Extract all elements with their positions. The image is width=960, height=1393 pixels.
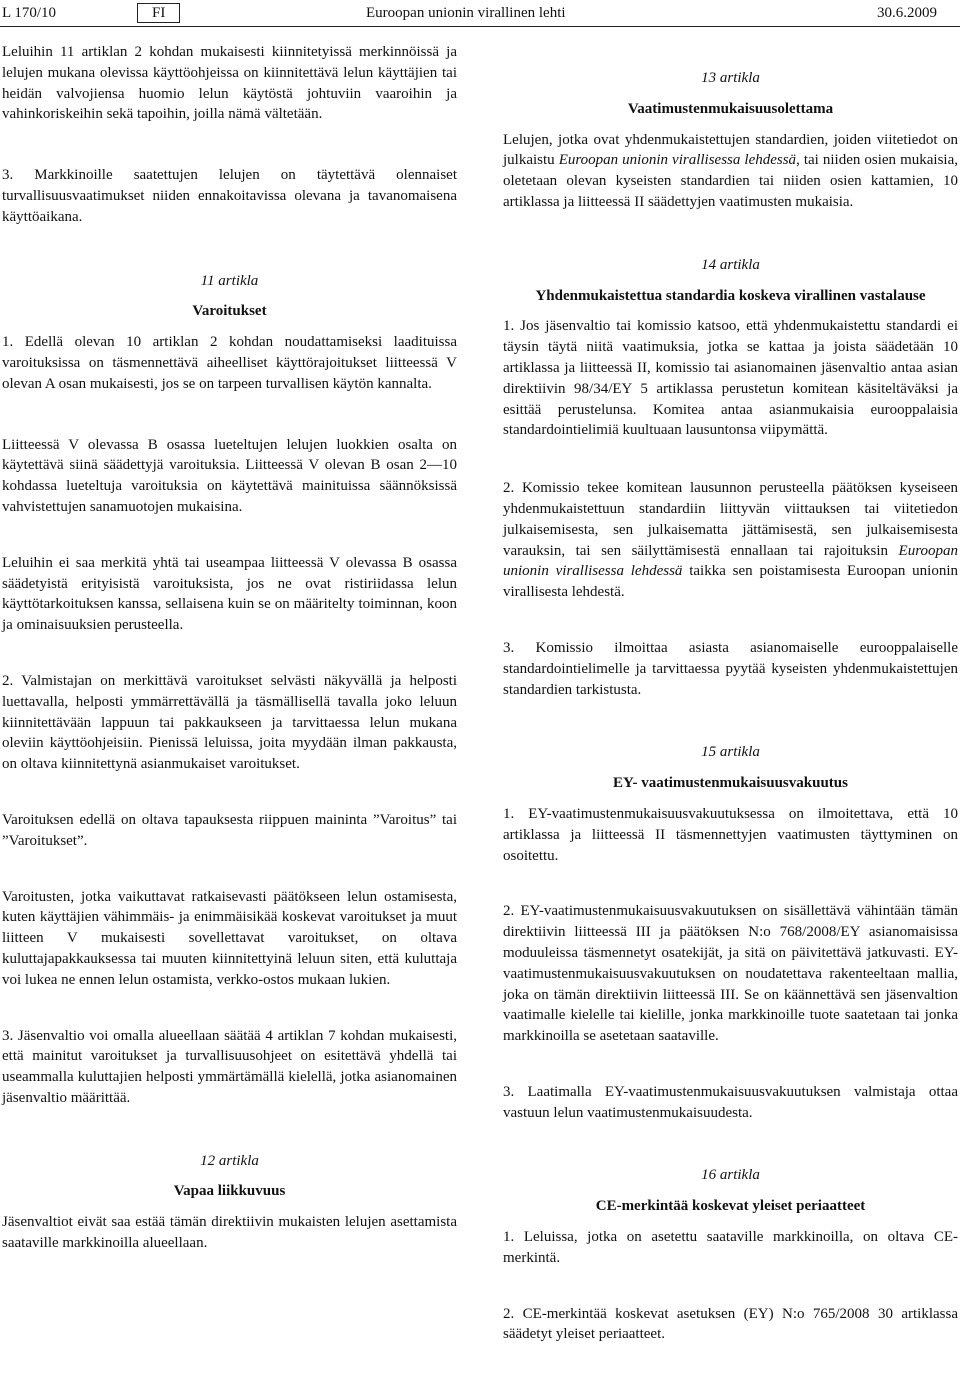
page-reference: L 170/10 bbox=[2, 5, 57, 21]
article-title: EY- vaatimustenmukaisuusvakuutus bbox=[613, 775, 848, 792]
right-column bbox=[503, 68, 958, 1345]
article-number: 14 artikla bbox=[701, 256, 760, 273]
article-title: Varoitukset bbox=[192, 303, 267, 320]
text-run: taikka sen poistamisesta Euroopan unionin virallisesta lehdestä. bbox=[503, 563, 959, 601]
article-title: Vapaa liikkuvuus bbox=[173, 1183, 286, 1200]
article-number: 12 artikla bbox=[200, 1152, 259, 1169]
article-number: 16 artikla bbox=[701, 1167, 760, 1184]
language-box: FI bbox=[137, 3, 180, 23]
article-title: Yhdenmukaistettua standardia koskeva virallinen vastalause bbox=[535, 287, 926, 304]
text-run: , tai niiden osien mukaisia, oletetaan olevan kyseisten standardien tai niiden osien kattamien, 10 artiklassa ja liitteessä II säädettyjen vaatimusten mukaisia. bbox=[503, 152, 958, 210]
left-column bbox=[2, 42, 457, 1254]
paragraph bbox=[503, 130, 958, 213]
publication-date: 30.6.2009 bbox=[877, 5, 937, 21]
paragraph: 1. Leluissa, jotka on asetettu saataville markkinoilla, on oltava CE-merkintä. bbox=[503, 1229, 958, 1266]
text-run: Lelujen, jotka ovat yhdenmukaistettujen standardien, joiden viitetiedot on julkaistu bbox=[503, 131, 958, 169]
article-title: CE-merkintää koskevat yleiset periaatteet bbox=[595, 1198, 866, 1215]
paragraph: 1. Edellä olevan 10 artiklan 2 kohdan noudattamiseksi laadituissa varoituksissa on täsmennettävä aiheelliset käyttörajoitukset liitteessä V olevan A osan mukaisesti, jos se on tarpeen turvallisen käytön kannalta. bbox=[2, 334, 457, 392]
paragraph: 2. CE-merkintää koskevat asetuksen (EY) N:o 765/2008 30 artiklassa säädetyt yleiset periaatteet. bbox=[503, 1305, 958, 1343]
paragraph: 3. Jäsenvaltio voi omalla alueellaan säätää 4 artiklan 7 kohdan mukaisesti, että mainitut varoitukset ja turvallisuusohjeet on esitettävä yhdellä tai useammalla kuluttajien helposti ymmärtämällä kielellä, jotka asianomainen jäsenvaltio määrittää. bbox=[2, 1027, 457, 1106]
paragraph: 3. Komissio ilmoittaa asiasta asianomaiselle eurooppalaiselle standardointielimelle ja tarvittaessa pyytää kyseisten yhdenmukaistettujen standardien tarkistusta. bbox=[503, 639, 958, 698]
paragraph: Liitteessä V olevassa B osassa lueteltujen lelujen luokkien osalta on käytettävä siinä säädettyjä varoituksia. Liitteessä V olevan B osan 2—10 kohdassa lueteltuja varoituksia on käytettävä mainituissa säännöksissä vahvistettujen sanamuotojen mukaisina. bbox=[2, 436, 457, 515]
paragraph: 3. Markkinoille saatettujen lelujen on täytettävä olennaiset turvallisuusvaatimukset niiden ennakoitavissa olevana ja tavanomaisena käyttöaikana. bbox=[2, 167, 457, 225]
italic-text: Euroopan unionin virallisessa lehdessä bbox=[558, 152, 797, 169]
article-number: 15 artikla bbox=[701, 744, 760, 761]
journal-title: Euroopan unionin virallinen lehti bbox=[366, 5, 566, 21]
article-number: 11 artikla bbox=[200, 272, 259, 289]
paragraph bbox=[503, 478, 958, 603]
paragraph: 1. EY-vaatimustenmukaisuusvakuutuksessa on ilmoitettava, että 10 artiklassa ja liitteessä II täsmennettyjen vaatimusten täyttyminen on osoitettu. bbox=[503, 805, 958, 864]
paragraph: 3. Laatimalla EY-vaatimustenmukaisuusvakuutuksen valmistaja ottaa vastuun lelun vaatimustenmukaisuudesta. bbox=[503, 1083, 958, 1121]
paragraph: Jäsenvaltiot eivät saa estää tämän direktiivin mukaisten lelujen asettamista saataville markkinoilla alueellaan. bbox=[2, 1214, 457, 1252]
paragraph: Leluihin ei saa merkitä yhtä tai useampaa liitteessä V olevassa B osassa säädetyistä erityisistä varoituksista, jos ne ovat ristiriidassa lelun käyttötarkoituksen kanssa, sellaisena kuin se on määritelty toiminnan, koon ja ominaisuuksien perusteella. bbox=[2, 554, 457, 634]
text-run: 2. Komissio tekee komitean lausunnon perusteella päätöksen kyseiseen yhdenmukaistettuun standardiin liittyvän viittauksen tai viitetiedon julkaisemisesta, sen julkaisematta jättämisestä, sen julkaisemisesta varauksin, tai sen säilyttämisestä ennallaan tai rajoituksin bbox=[503, 480, 958, 559]
paragraph: 2. EY-vaatimustenmukaisuusvakuutuksen on sisällettävä vähintään tämän direktiivin liitteessä III ja päätöksen N:o 768/2008/EY asianomaisissa moduuleissa täsmennetyt osatekijät, ja sitä on päivitettävä jatkuvasti. EY-vaatimustenmukaisuusvakuutuksen on noudatettava rakenteeltaan mallia, joka on tämän direktiivin liitteessä III. Se on käännettävä sen jäsenvaltion vaatimalle kielelle tai kielille, jonka markkinoille tuote saatetaan tai jonka markkinoilla se asetetaan saataville. bbox=[503, 903, 958, 1045]
page-header bbox=[0, 2, 960, 24]
article-title: Vaatimustenmukaisuusolettama bbox=[627, 100, 834, 117]
paragraph: Varoituksen edellä on oltava tapauksesta riippuen maininta ”Varoitus” tai ”Varoitukset”. bbox=[2, 811, 457, 849]
paragraph: Varoitusten, jotka vaikuttavat ratkaisevasti päätökseen lelun ostamisesta, kuten käyttäjien vähimmäis- ja enimmäisikää koskevat varoitukset ja muut liitteen V mukaisesti sovellettavat varoitukset, on oltava kuluttajapakkauksessa tai muuten kiinnitettyinä leluun siten, että kuluttaja voi lukea ne ennen lelun ostamista, verkko-ostos mukaan lukien. bbox=[2, 888, 457, 988]
header-rule bbox=[0, 26, 960, 27]
paragraph: 2. Valmistajan on merkittävä varoitukset selvästi näkyvällä ja helposti luettavalla, helposti ymmärrettävällä ja täsmällisellä tavalla joko leluun kiinnitettävään lappuun tai pakkaukseen ja tarvittaessa lelun mukana oleviin käyttöohjeisiin. Pienissä leluissa, joita myydään ilman pakkausta, on oltava kiinnitettynä asianmukaiset varoitukset. bbox=[2, 672, 457, 773]
paragraph: Leluihin 11 artiklan 2 kohdan mukaisesti kiinnitetyissä merkinnöissä ja lelujen mukana olevissa käyttöohjeissa on kiinnitettävä lelun käyttäjien tai heidän valvojiensa huomio lelun käytöstä johtuviin vaaroihin ja vahinkoriskeihin sekä tapoihin, joilla nämä vältetään. bbox=[2, 44, 457, 123]
article-number: 13 artikla bbox=[701, 70, 760, 86]
paragraph: 1. Jos jäsenvaltio tai komissio katsoo, että yhdenmukaistettu standardi ei täysin täytä niitä vaatimuksia, jotka se kattaa ja joista säädetään 10 artiklassa ja liitteessä II, komissio tai asianomainen jäsenvaltio antaa asian direktiivin 98/34/EY 5 artiklassa perustetun komitean käsiteltäväksi ja esittää perustelunsa. Komitea antaa asianmukaisia eurooppalaisia standardointielimiä kuultuaan lausuntonsa viipymättä. bbox=[503, 318, 958, 439]
italic-text: Euroopan unionin virallisessa lehdessä bbox=[503, 542, 958, 580]
